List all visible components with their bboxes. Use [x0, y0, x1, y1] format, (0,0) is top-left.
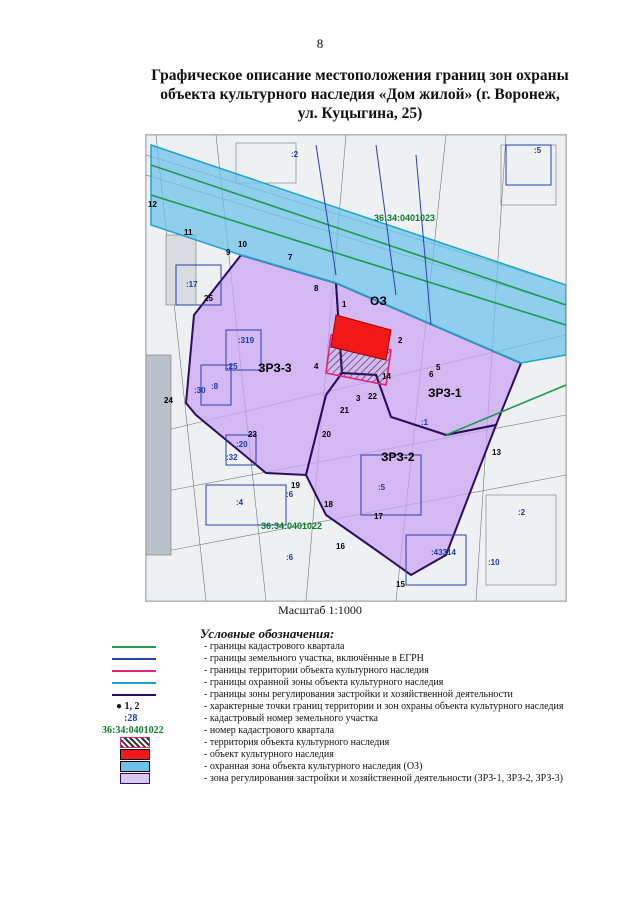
- svg-text:7: 7: [288, 253, 293, 262]
- svg-text::25: :25: [226, 362, 238, 371]
- legend-item-heritage-border: - границы территории объекта культурного наследия: [108, 665, 628, 677]
- quarter-label-2: 36:34:0401022: [261, 521, 323, 531]
- legend-item-protection-zone: - охранная зона объекта культурного наследия (ОЗ): [108, 761, 628, 773]
- zone-label-zrz2: ЗРЗ-2: [381, 450, 415, 464]
- svg-text:24: 24: [164, 396, 173, 405]
- zone-label-zrz1: ЗРЗ-1: [428, 386, 462, 400]
- page-number: 8: [316, 36, 324, 51]
- legend-item-cadastral-number: :28 - кадастровый номер земельного участка: [124, 713, 378, 724]
- legend-item-regulation-zone: - зона регулирования застройки и хозяйственной деятельности (ЗРЗ-1, ЗРЗ-2, ЗРЗ-3): [108, 773, 628, 785]
- svg-text:23: 23: [248, 430, 257, 439]
- zone-label-zrz3: ЗРЗ-3: [258, 361, 292, 375]
- svg-text:2: 2: [398, 336, 403, 345]
- svg-text:1: 1: [342, 300, 347, 309]
- svg-text:22: 22: [368, 392, 377, 401]
- svg-text:3: 3: [356, 394, 361, 403]
- svg-text::8: :8: [211, 382, 219, 391]
- violet-swatch: [120, 773, 150, 784]
- legend-item-regulation-border: - границы зоны регулирования застройки и хозяйственной деятельности: [108, 689, 628, 701]
- svg-text:18: 18: [324, 500, 333, 509]
- zone-label-oz: ОЗ: [370, 294, 387, 308]
- svg-text:25: 25: [204, 294, 213, 303]
- legend-item-quarter-border: - границы кадастрового квартала: [108, 641, 628, 653]
- svg-text:6: 6: [429, 370, 434, 379]
- svg-text:11: 11: [184, 228, 193, 237]
- legend-item-protection-border: - границы охранной зоны объекта культурного наследия: [108, 677, 628, 689]
- svg-text::10: :10: [488, 558, 500, 567]
- point-symbol: ● 1, 2: [116, 701, 140, 712]
- map-canvas: [146, 135, 566, 601]
- red-swatch: [120, 749, 150, 760]
- svg-text:4: 4: [314, 362, 319, 371]
- blue-swatch: [120, 761, 150, 772]
- svg-text::2: :2: [518, 508, 526, 517]
- title-line-1: Графическое описание местоположения границ зон охраны: [151, 67, 569, 84]
- svg-text::1: :1: [421, 418, 429, 427]
- legend-item-points: ● 1, 2 - характерные точки границ территории и зон охраны объекта культурного наследия: [116, 701, 564, 712]
- page-title: [140, 66, 580, 123]
- svg-text:14: 14: [382, 372, 391, 381]
- svg-text:9: 9: [226, 248, 231, 257]
- quarter-symbol: 36:34:0401022: [102, 725, 164, 736]
- svg-text:21: 21: [340, 406, 349, 415]
- svg-text::4: :4: [236, 498, 244, 507]
- svg-text::6: :6: [286, 553, 294, 562]
- svg-text::17: :17: [186, 280, 198, 289]
- svg-text:15: 15: [396, 580, 405, 589]
- svg-text:13: 13: [492, 448, 501, 457]
- svg-text:19: 19: [291, 481, 300, 490]
- svg-text::43314: :43314: [431, 548, 456, 557]
- hatch-swatch: [120, 737, 150, 748]
- svg-text:20: 20: [322, 430, 331, 439]
- map-scale: Масштаб 1:1000: [278, 603, 362, 617]
- quarter-label-1: 36:34:0401023: [374, 213, 436, 223]
- svg-text::32: :32: [226, 453, 238, 462]
- legend-item-quarter-number: 36:34:0401022 - номер кадастрового квартала: [102, 725, 335, 736]
- svg-text:17: 17: [374, 512, 383, 521]
- svg-text:10: 10: [238, 240, 247, 249]
- svg-text:16: 16: [336, 542, 345, 551]
- svg-text::6: :6: [286, 490, 294, 499]
- svg-text::30: :30: [194, 386, 206, 395]
- svg-text:5: 5: [436, 363, 441, 372]
- svg-text::5: :5: [534, 146, 542, 155]
- title-line-2: объекта культурного наследия «Дом жилой» (г. Воронеж,: [160, 86, 560, 103]
- svg-text::5: :5: [378, 483, 386, 492]
- svg-text::319: :319: [238, 336, 255, 345]
- cadastral-map: [145, 134, 567, 602]
- svg-text:8: 8: [314, 284, 319, 293]
- cadastral-symbol: :28: [124, 713, 138, 724]
- title-line-3: ул. Куцыгина, 25): [297, 105, 423, 122]
- legend-item-heritage-object: - объект культурного наследия: [108, 749, 628, 761]
- svg-text::2: :2: [291, 150, 299, 159]
- legend-item-heritage-territory: - территория объекта культурного наследия: [108, 737, 628, 749]
- svg-text::20: :20: [236, 440, 248, 449]
- legend-title: Условные обозначения:: [200, 626, 335, 641]
- legend-item-parcel-border: - границы земельного участка, включённые в ЕГРН: [108, 653, 628, 665]
- svg-text:12: 12: [148, 200, 157, 209]
